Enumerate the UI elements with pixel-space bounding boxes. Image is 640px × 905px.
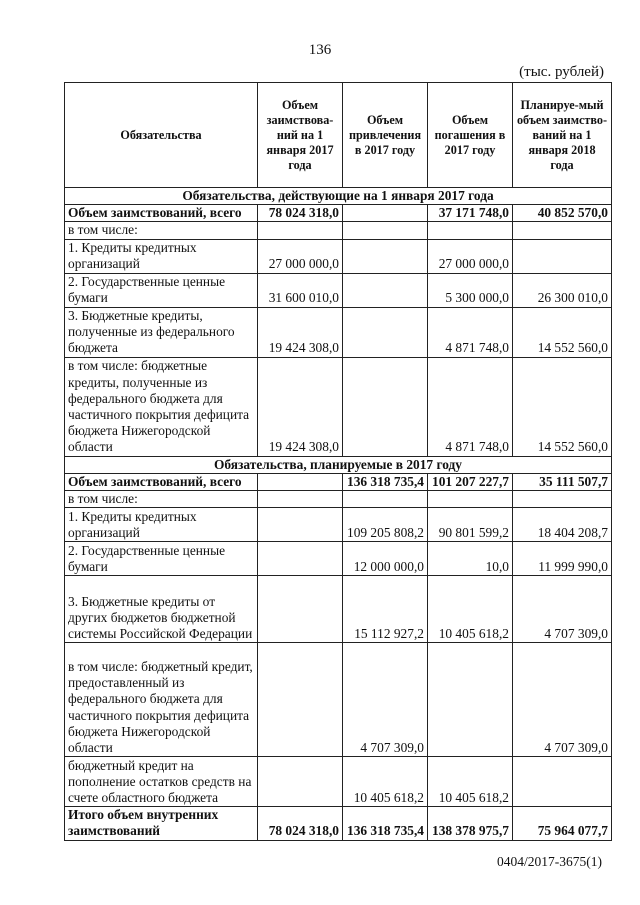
value-cell: 78 024 318,0 [258,205,343,222]
value-cell: 136 318 735,4 [343,807,428,840]
table-row [65,542,612,576]
value-cell: 31 600 010,0 [258,273,343,307]
document-code: 0404/2017-3675(1) [497,854,602,869]
row-label: Объем заимствований, всего [65,473,258,490]
value-cell: 4 707 309,0 [513,576,612,643]
header-planned-jan-2018: Планируе-мый объем заимство-ваний на 1 января 2018 года [513,83,612,188]
row-label: Итого объем внутренних заимствований [65,807,258,840]
section-title: Обязательства, планируемые в 2017 году [65,456,612,473]
value-cell [258,491,343,508]
row-label: Объем заимствований, всего [65,205,258,222]
row-label: 1. Кредиты кредитных организаций [65,508,258,542]
table-header-row [65,83,612,188]
value-cell: 109 205 808,2 [343,508,428,542]
value-cell [258,757,343,807]
table-row [65,273,612,307]
value-cell [258,576,343,643]
value-cell [343,222,428,239]
row-label: 2. Государственные ценные бумаги [65,542,258,576]
value-cell: 10,0 [428,542,513,576]
row-label: бюджетный кредит на пополнение остатков средств на счете областного бюджета [65,757,258,807]
value-cell: 11 999 990,0 [513,542,612,576]
value-cell: 40 852 570,0 [513,205,612,222]
value-cell: 18 404 208,7 [513,508,612,542]
value-cell: 12 000 000,0 [343,542,428,576]
header-repayment-2017: Объем погашения в 2017 году [428,83,513,188]
row-label: 1. Кредиты кредитных организаций [65,239,258,273]
table-row [65,508,612,542]
value-cell [343,239,428,273]
row-label: 2. Государственные ценные бумаги [65,273,258,307]
table-row [65,757,612,807]
section-title: Обязательства, действующие на 1 января 2017 года [65,188,612,205]
value-cell: 10 405 618,2 [428,576,513,643]
table-row [65,205,612,222]
value-cell [343,357,428,456]
value-cell [258,508,343,542]
header-attraction-2017: Объем привлечения в 2017 году [343,83,428,188]
value-cell: 15 112 927,2 [343,576,428,643]
value-cell: 27 000 000,0 [428,239,513,273]
table-row [65,357,612,456]
value-cell [513,491,612,508]
value-cell: 19 424 308,0 [258,307,343,357]
row-label: 3. Бюджетные кредиты от других бюджетов бюджетной системы Российской Федерации [65,576,258,643]
value-cell [428,643,513,757]
value-cell: 35 111 507,7 [513,473,612,490]
value-cell: 4 871 748,0 [428,357,513,456]
table-row [65,491,612,508]
value-cell: 37 171 748,0 [428,205,513,222]
table-row [65,473,612,490]
row-label: 3. Бюджетные кредиты, полученные из федерального бюджета [65,307,258,357]
row-label: в том числе: бюджетные кредиты, полученные из федерального бюджета для частичного покрытия дефицита бюджета Нижегородской области [65,357,258,456]
row-label: в том числе: бюджетный кредит, предоставленный из федерального бюджета для частичного покрытия дефицита бюджета Нижегородской области [65,643,258,757]
row-label: в том числе: [65,491,258,508]
value-cell: 4 871 748,0 [428,307,513,357]
value-cell: 90 801 599,2 [428,508,513,542]
value-cell: 4 707 309,0 [343,643,428,757]
value-cell: 75 964 077,7 [513,807,612,840]
value-cell: 26 300 010,0 [513,273,612,307]
value-cell [513,239,612,273]
value-cell [428,491,513,508]
value-cell: 101 207 227,7 [428,473,513,490]
value-cell: 10 405 618,2 [428,757,513,807]
value-cell: 14 552 560,0 [513,307,612,357]
value-cell: 136 318 735,4 [343,473,428,490]
header-obligations: Обязательства [65,83,258,188]
value-cell [343,205,428,222]
value-cell [513,757,612,807]
value-cell: 27 000 000,0 [258,239,343,273]
value-cell: 14 552 560,0 [513,357,612,456]
table-row [65,807,612,840]
table-row [65,307,612,357]
value-cell [258,643,343,757]
table-row [65,222,612,239]
value-cell [343,491,428,508]
value-cell [258,222,343,239]
units-label: (тыс. рублей) [519,64,604,80]
value-cell: 4 707 309,0 [513,643,612,757]
value-cell: 78 024 318,0 [258,807,343,840]
page-number: 136 [308,42,332,58]
value-cell: 10 405 618,2 [343,757,428,807]
section-header-row [65,188,612,205]
table-row [65,643,612,757]
row-label: в том числе: [65,222,258,239]
value-cell [343,307,428,357]
value-cell: 19 424 308,0 [258,357,343,456]
value-cell: 5 300 000,0 [428,273,513,307]
value-cell [258,542,343,576]
table-body [65,188,612,841]
value-cell [343,273,428,307]
value-cell [513,222,612,239]
borrowings-table [64,82,612,841]
section-header-row [65,456,612,473]
value-cell [258,473,343,490]
table-row [65,239,612,273]
table-row [65,576,612,643]
header-volume-jan-2017: Объем заимствова-ний на 1 января 2017 года [258,83,343,188]
value-cell [428,222,513,239]
value-cell: 138 378 975,7 [428,807,513,840]
